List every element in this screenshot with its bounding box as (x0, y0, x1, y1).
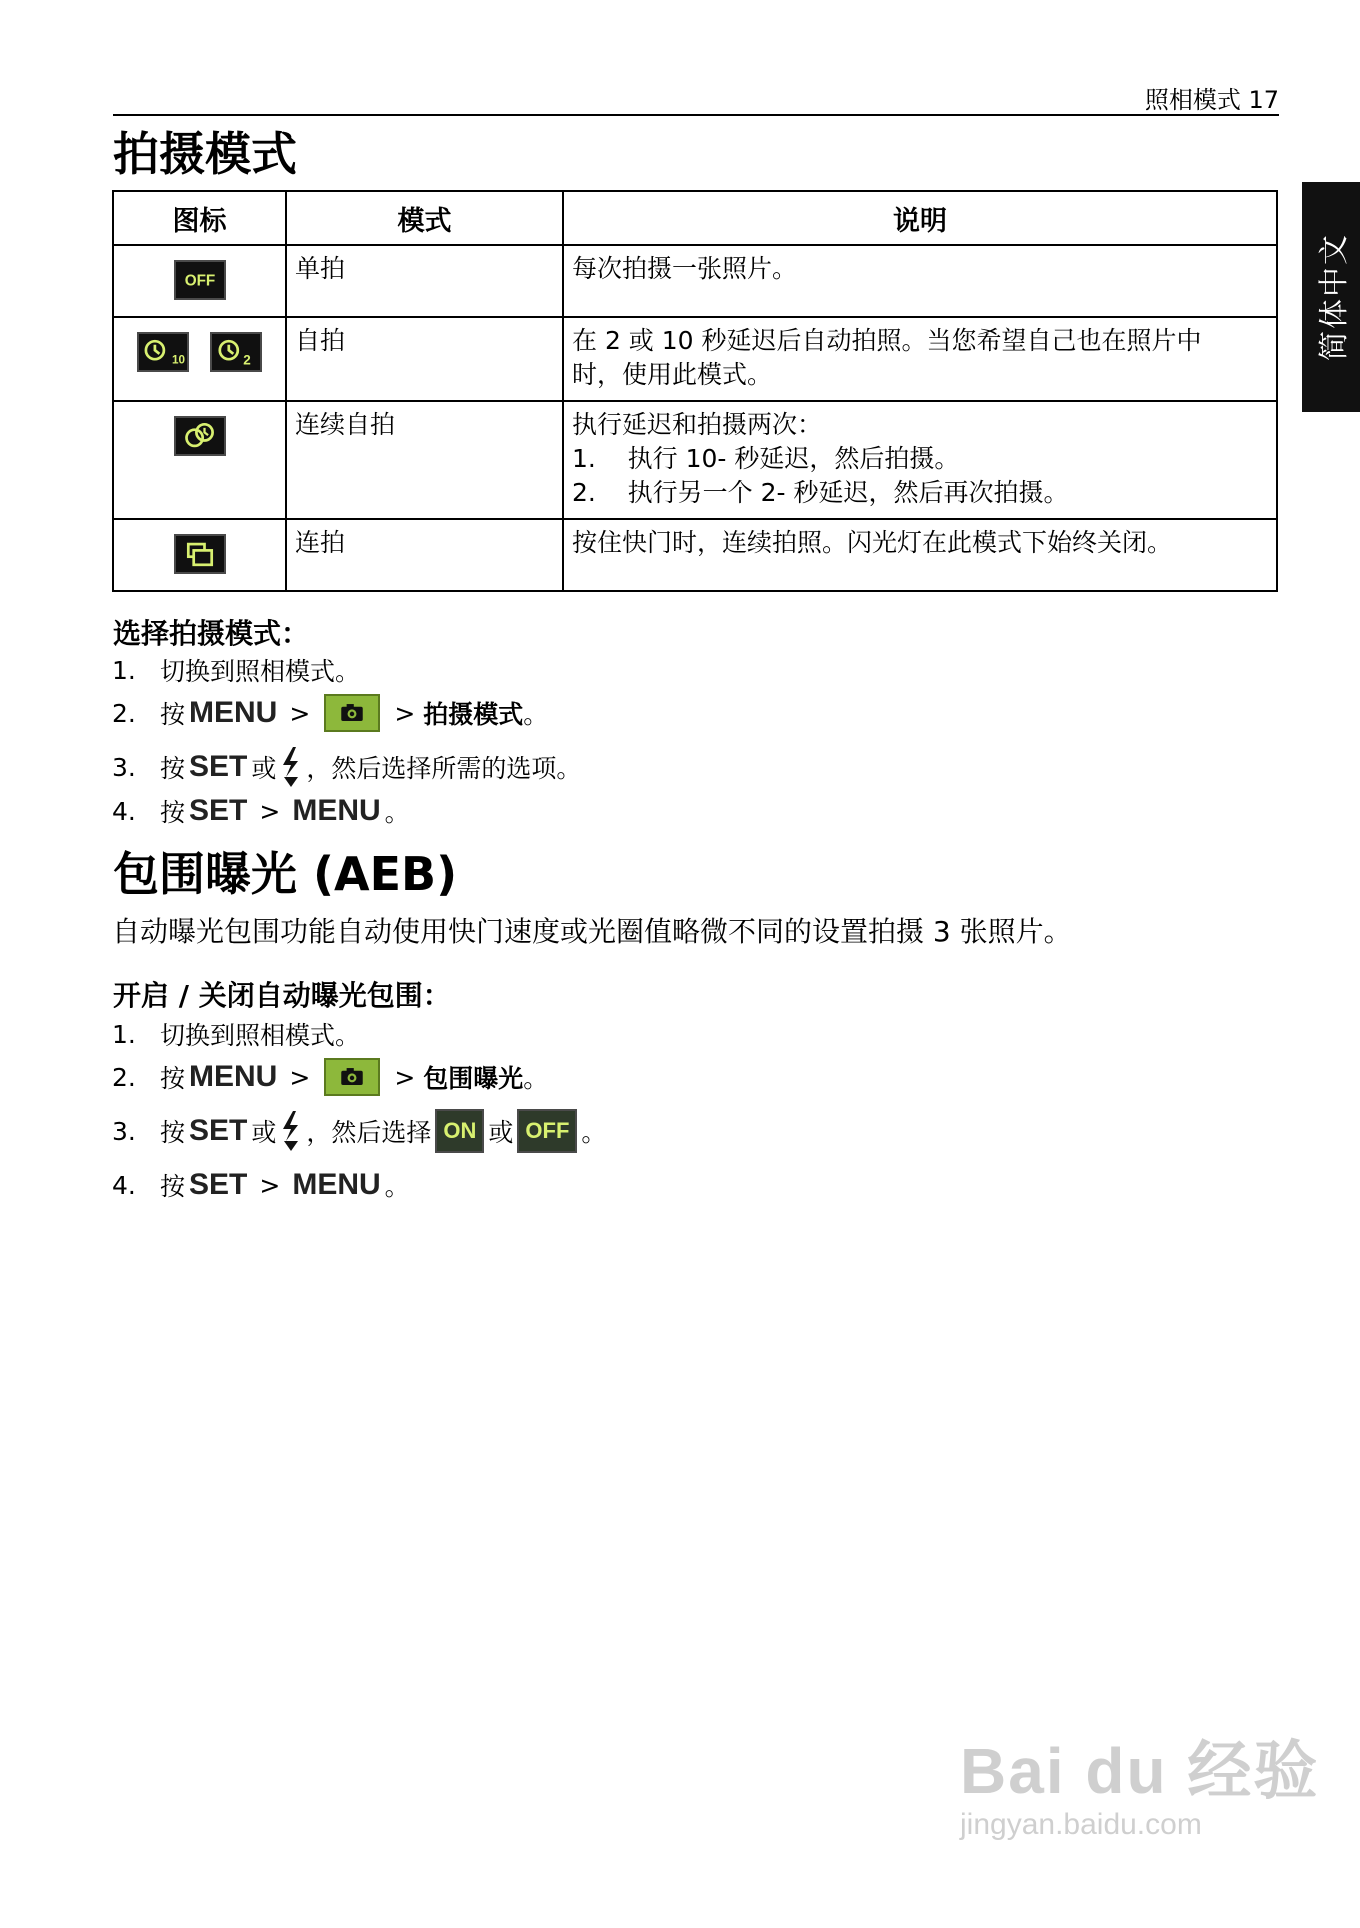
set-key: SET (189, 750, 248, 783)
mode-description: 执行延迟和拍摄两次： 1. 执行 10- 秒延迟，然后拍摄。 2. 执行另一个 2- 秒延迟，然后再次拍摄。 (563, 401, 1277, 519)
double-self-timer-icon (174, 416, 226, 456)
col-header-description: 说明 (563, 191, 1277, 245)
section-title-shooting-mode: 拍摄模式 (113, 127, 297, 181)
burst-icon (174, 534, 226, 574)
camera-menu-icon (324, 694, 380, 732)
icon-cell (113, 401, 286, 519)
step-2: 2. 按 MENU > > 拍摄模式 。 (112, 690, 548, 736)
mode-name: 自拍 (286, 317, 563, 401)
svg-text:10: 10 (171, 353, 185, 367)
table-row (113, 317, 1277, 401)
baidu-watermark (960, 1720, 1319, 1842)
self-timer-2s-icon (210, 332, 262, 372)
mode-name: 连续自拍 (286, 401, 563, 519)
off-icon (174, 260, 226, 300)
set-key: SET (189, 1114, 248, 1147)
svg-text:OFF: OFF (184, 272, 215, 290)
step-4: 4. 按 SET > MENU 。 (112, 1168, 410, 1201)
mode-name: 连拍 (286, 519, 563, 591)
step-3: 3. 按 SET 或 ，然后选择所需的选项。 (112, 742, 581, 792)
camera-menu-icon (324, 1058, 380, 1096)
menu-key: MENU (292, 1168, 381, 1201)
table-row (113, 519, 1277, 591)
step-2: 2. 按 MENU > > 包围曝光 。 (112, 1054, 548, 1100)
col-header-icon: 图标 (113, 191, 286, 245)
watermark-logo: Bai du 经验 (960, 1735, 1320, 1807)
col-header-mode: 模式 (286, 191, 563, 245)
table-row (113, 245, 1277, 317)
icon-cell (113, 317, 286, 401)
subheading-toggle-aeb: 开启 / 关闭自动曝光包围： (113, 979, 451, 1012)
off-icon: OFF (517, 1109, 577, 1153)
mode-description: 在 2 或 10 秒延迟后自动拍照。当您希望自己也在照片中 时，使用此模式。 (563, 317, 1277, 401)
flash-icon (278, 745, 304, 789)
icon-cell (113, 245, 286, 317)
set-key: SET (189, 1168, 248, 1201)
language-tab-label: 简体中文 (1317, 233, 1352, 361)
language-tab (1302, 182, 1360, 412)
menu-key: MENU (292, 794, 381, 827)
shooting-mode-table (112, 190, 1278, 592)
step-1: 1. 切换到照相模式。 (112, 1019, 361, 1050)
mode-name: 单拍 (286, 245, 563, 317)
step-3: 3. 按 SET 或 ，然后选择 ON 或 OFF 。 (112, 1106, 606, 1156)
on-icon: ON (435, 1109, 484, 1153)
menu-key: MENU (189, 1060, 278, 1093)
table-header-row (113, 191, 1277, 245)
mode-description: 每次拍摄一张照片。 (563, 245, 1277, 317)
aeb-description: 自动曝光包围功能自动使用快门速度或光圈值略微不同的设置拍摄 3 张照片。 (112, 915, 1072, 948)
icon-cell (113, 519, 286, 591)
section-title-aeb: 包围曝光 (AEB) (113, 847, 458, 901)
set-key: SET (189, 794, 248, 827)
step-1: 1. 切换到照相模式。 (112, 655, 361, 686)
step-4: 4. 按 SET > MENU 。 (112, 794, 410, 827)
mode-description: 按住快门时，连续拍照。闪光灯在此模式下始终关闭。 (563, 519, 1277, 591)
watermark-url: jingyan.baidu.com (960, 1808, 1202, 1841)
flash-icon (278, 1109, 304, 1153)
table-row (113, 401, 1277, 519)
page-header-text: 照相模式 17 (1144, 86, 1279, 114)
svg-text:2: 2 (243, 352, 252, 368)
subheading-select-mode: 选择拍摄模式： (113, 617, 310, 650)
menu-key: MENU (189, 696, 278, 729)
self-timer-10s-icon (137, 332, 189, 372)
page-header (113, 74, 1279, 116)
